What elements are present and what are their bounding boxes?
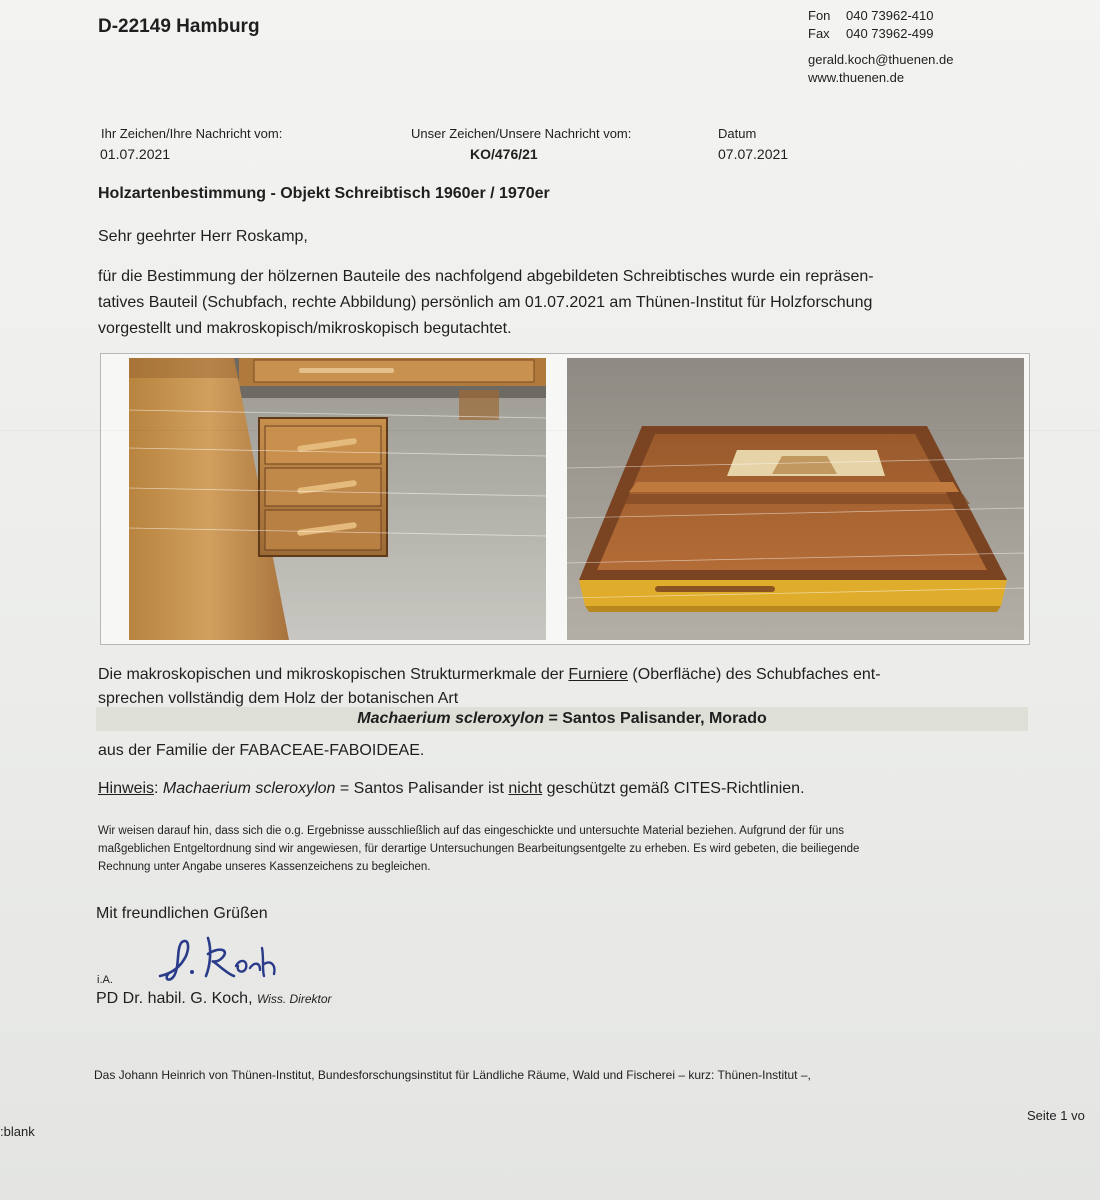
- handwritten-signature: [150, 928, 300, 988]
- fine-print-line-1: Wir weisen darauf hin, dass sich die o.g. Ergebnisse ausschließlich auf das eingeschickte und untersuchte Material beziehen. Aufgrund der für uns: [98, 825, 845, 837]
- hint-latin-name: Machaerium scleroxylon: [162, 780, 336, 797]
- edge-text-left: :blank: [0, 1124, 35, 1139]
- email-link[interactable]: gerald.koch@thuenen.de: [808, 52, 954, 67]
- phone-line: [808, 8, 933, 23]
- hint-line: [98, 780, 805, 798]
- photo-panel: [100, 353, 1030, 645]
- hint-colon: :: [154, 780, 163, 797]
- result-line-1: [98, 662, 881, 688]
- our-reference-label: Unser Zeichen/Unsere Nachricht vom:: [411, 126, 632, 141]
- signer-role: Wiss. Direktor: [256, 992, 332, 1006]
- hint-middle: = Santos Palisander ist: [335, 780, 509, 797]
- signer-line: [96, 990, 332, 1008]
- hint-label: Hinweis: [98, 780, 155, 797]
- species-highlight: [96, 707, 1028, 731]
- phone-label: Fon: [808, 8, 831, 23]
- intro-line-2: tatives Bauteil (Schubfach, rechte Abbildung) persönlich am 01.07.2021 am Thünen-Institut für Holzforschung: [98, 294, 873, 311]
- desk-photo: [129, 358, 546, 640]
- fax-label: Fax: [808, 26, 830, 41]
- fine-print-line-2: maßgeblichen Entgeltordnung sind wir angewiesen, für derartige Untersuchungen Bearbeitungsentgelte zu erheben. Es wird gebeten, die beiliegende: [98, 843, 860, 855]
- page-number: Seite 1 vo: [1027, 1108, 1085, 1123]
- hint-nicht: nicht: [508, 780, 543, 797]
- intro-line-1: für die Bestimmung der hölzernen Bauteile des nachfolgend abgebildeten Schreibtisches wurde ein repräsen-: [98, 268, 874, 285]
- drawer-photo: [567, 358, 1024, 640]
- your-reference-label: Ihr Zeichen/Ihre Nachricht vom:: [101, 126, 283, 141]
- signer-name: PD Dr. habil. G. Koch,: [96, 990, 257, 1007]
- salutation: Sehr geehrter Herr Roskamp,: [98, 228, 308, 245]
- phone-number: 040 73962-410: [846, 8, 934, 23]
- species-latin-name: Machaerium scleroxylon: [357, 710, 544, 727]
- family-line: aus der Familie der FABACEAE-FABOIDEAE.: [98, 742, 425, 759]
- date-label: Datum: [718, 126, 757, 141]
- footer-text: Das Johann Heinrich von Thünen-Institut, Bundesforschungsinstitut für Ländliche Räume, Wald und Fischerei – kurz: Thünen-Institut –,: [94, 1068, 811, 1082]
- closing-line: Mit freundlichen Grüßen: [96, 905, 268, 922]
- hint-end: geschützt gemäß CITES-Richtlinien.: [542, 780, 805, 797]
- fax-line: [808, 26, 933, 41]
- species-common-name: = Santos Palisander, Morado: [544, 710, 767, 727]
- result-line-1-start: Die makroskopischen und mikroskopischen Strukturmerkmale der: [98, 666, 569, 683]
- furniere-term: Furniere: [568, 666, 628, 683]
- intro-line-3: vorgestellt und makroskopisch/mikroskopisch begutachtet.: [98, 320, 512, 337]
- fine-print-line-3: Rechnung unter Angabe unseres Kassenzeichens zu begleichen.: [98, 861, 431, 873]
- paper-fold: [0, 430, 1100, 431]
- website-link[interactable]: www.thuenen.de: [808, 70, 905, 85]
- your-reference-value: 01.07.2021: [100, 146, 171, 162]
- our-reference-value: KO/476/21: [470, 146, 538, 162]
- sender-city: D-22149 Hamburg: [98, 16, 260, 37]
- result-line-1-end: (Oberfläche) des Schubfaches ent-: [627, 666, 881, 683]
- result-line-2: sprechen vollständig dem Holz der botanischen Art: [98, 690, 459, 707]
- date-value: 07.07.2021: [718, 146, 789, 162]
- ia-label: i.A.: [97, 974, 113, 986]
- subject-line: Holzartenbestimmung - Objekt Schreibtisch 1960er / 1970er: [98, 185, 550, 202]
- fax-number: 040 73962-499: [846, 26, 934, 41]
